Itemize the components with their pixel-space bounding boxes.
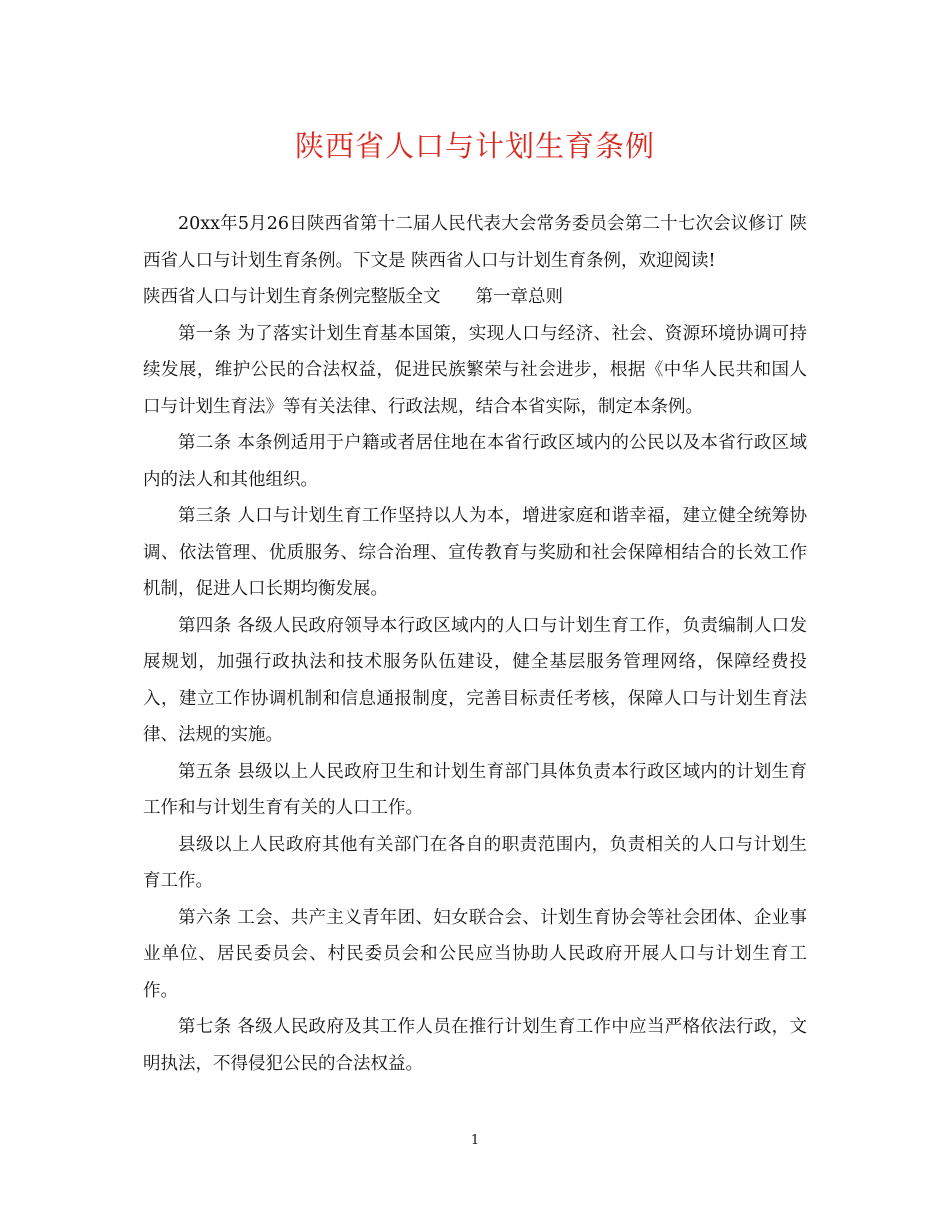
article-paragraph: 第六条 工会、共产主义青年团、妇女联合会、计划生育协会等社会团体、企业事业单位、居民委员会、村民委员会和公民应当协助人民政府开展人口与计划生育工作。: [143, 907, 807, 1001]
article-paragraph: 第一条 为了落实计划生育基本国策，实现人口与经济、社会、资源环境协调可持续发展，维护公民的合法权益，促进民族繁荣与社会进步，根据《中华人民共和国人口与计划生育法》等有关法律、行政法规，结合本省实际，制定本条例。: [143, 323, 807, 417]
page-number: 1: [470, 1133, 480, 1148]
article-paragraph: 第二条 本条例适用于户籍或者居住地在本省行政区域内的公民以及本省行政区域内的法人和其他组织。: [143, 433, 807, 490]
article-paragraph: 第七条 各级人民政府及其工作人员在推行计划生育工作中应当严格依法行政，文明执法，不得侵犯公民的合法权益。: [143, 1017, 807, 1074]
article-paragraph: 第三条 人口与计划生育工作坚持以人为本，增进家庭和谐幸福，建立健全统筹协调、依法管理、优质服务、综合治理、宣传教育与奖励和社会保障相结合的长效工作机制，促进人口长期均衡发展。: [143, 506, 807, 599]
article-paragraph: 第五条 县级以上人民政府卫生和计划生育部门具体负责本行政区域内的计划生育工作和与计划生育有关的人口工作。: [143, 761, 807, 818]
subtitle-line: 陕西省人口与计划生育条例完整版全文 第一章总则: [143, 287, 563, 307]
intro-paragraph: 20xx年5月26日陕西省第十二届人民代表大会常务委员会第二十七次会议修订 陕西省人口与计划生育条例。下文是 陕西省人口与计划生育条例，欢迎阅读!: [143, 214, 807, 271]
article-paragraph: 第四条 各级人民政府领导本行政区域内的人口与计划生育工作，负责编制人口发展规划，加强行政执法和技术服务队伍建设，健全基层服务管理网络，保障经费投入，建立工作协调机制和信息通报制度，完善目标责任考核，保障人口与计划生育法律、法规的实施。: [143, 615, 807, 745]
article-paragraph: 县级以上人民政府其他有关部门在各自的职责范围内，负责相关的人口与计划生育工作。: [143, 834, 807, 891]
document-title: 陕西省人口与计划生育条例: [294, 129, 655, 163]
document-body: [143, 206, 807, 1082]
